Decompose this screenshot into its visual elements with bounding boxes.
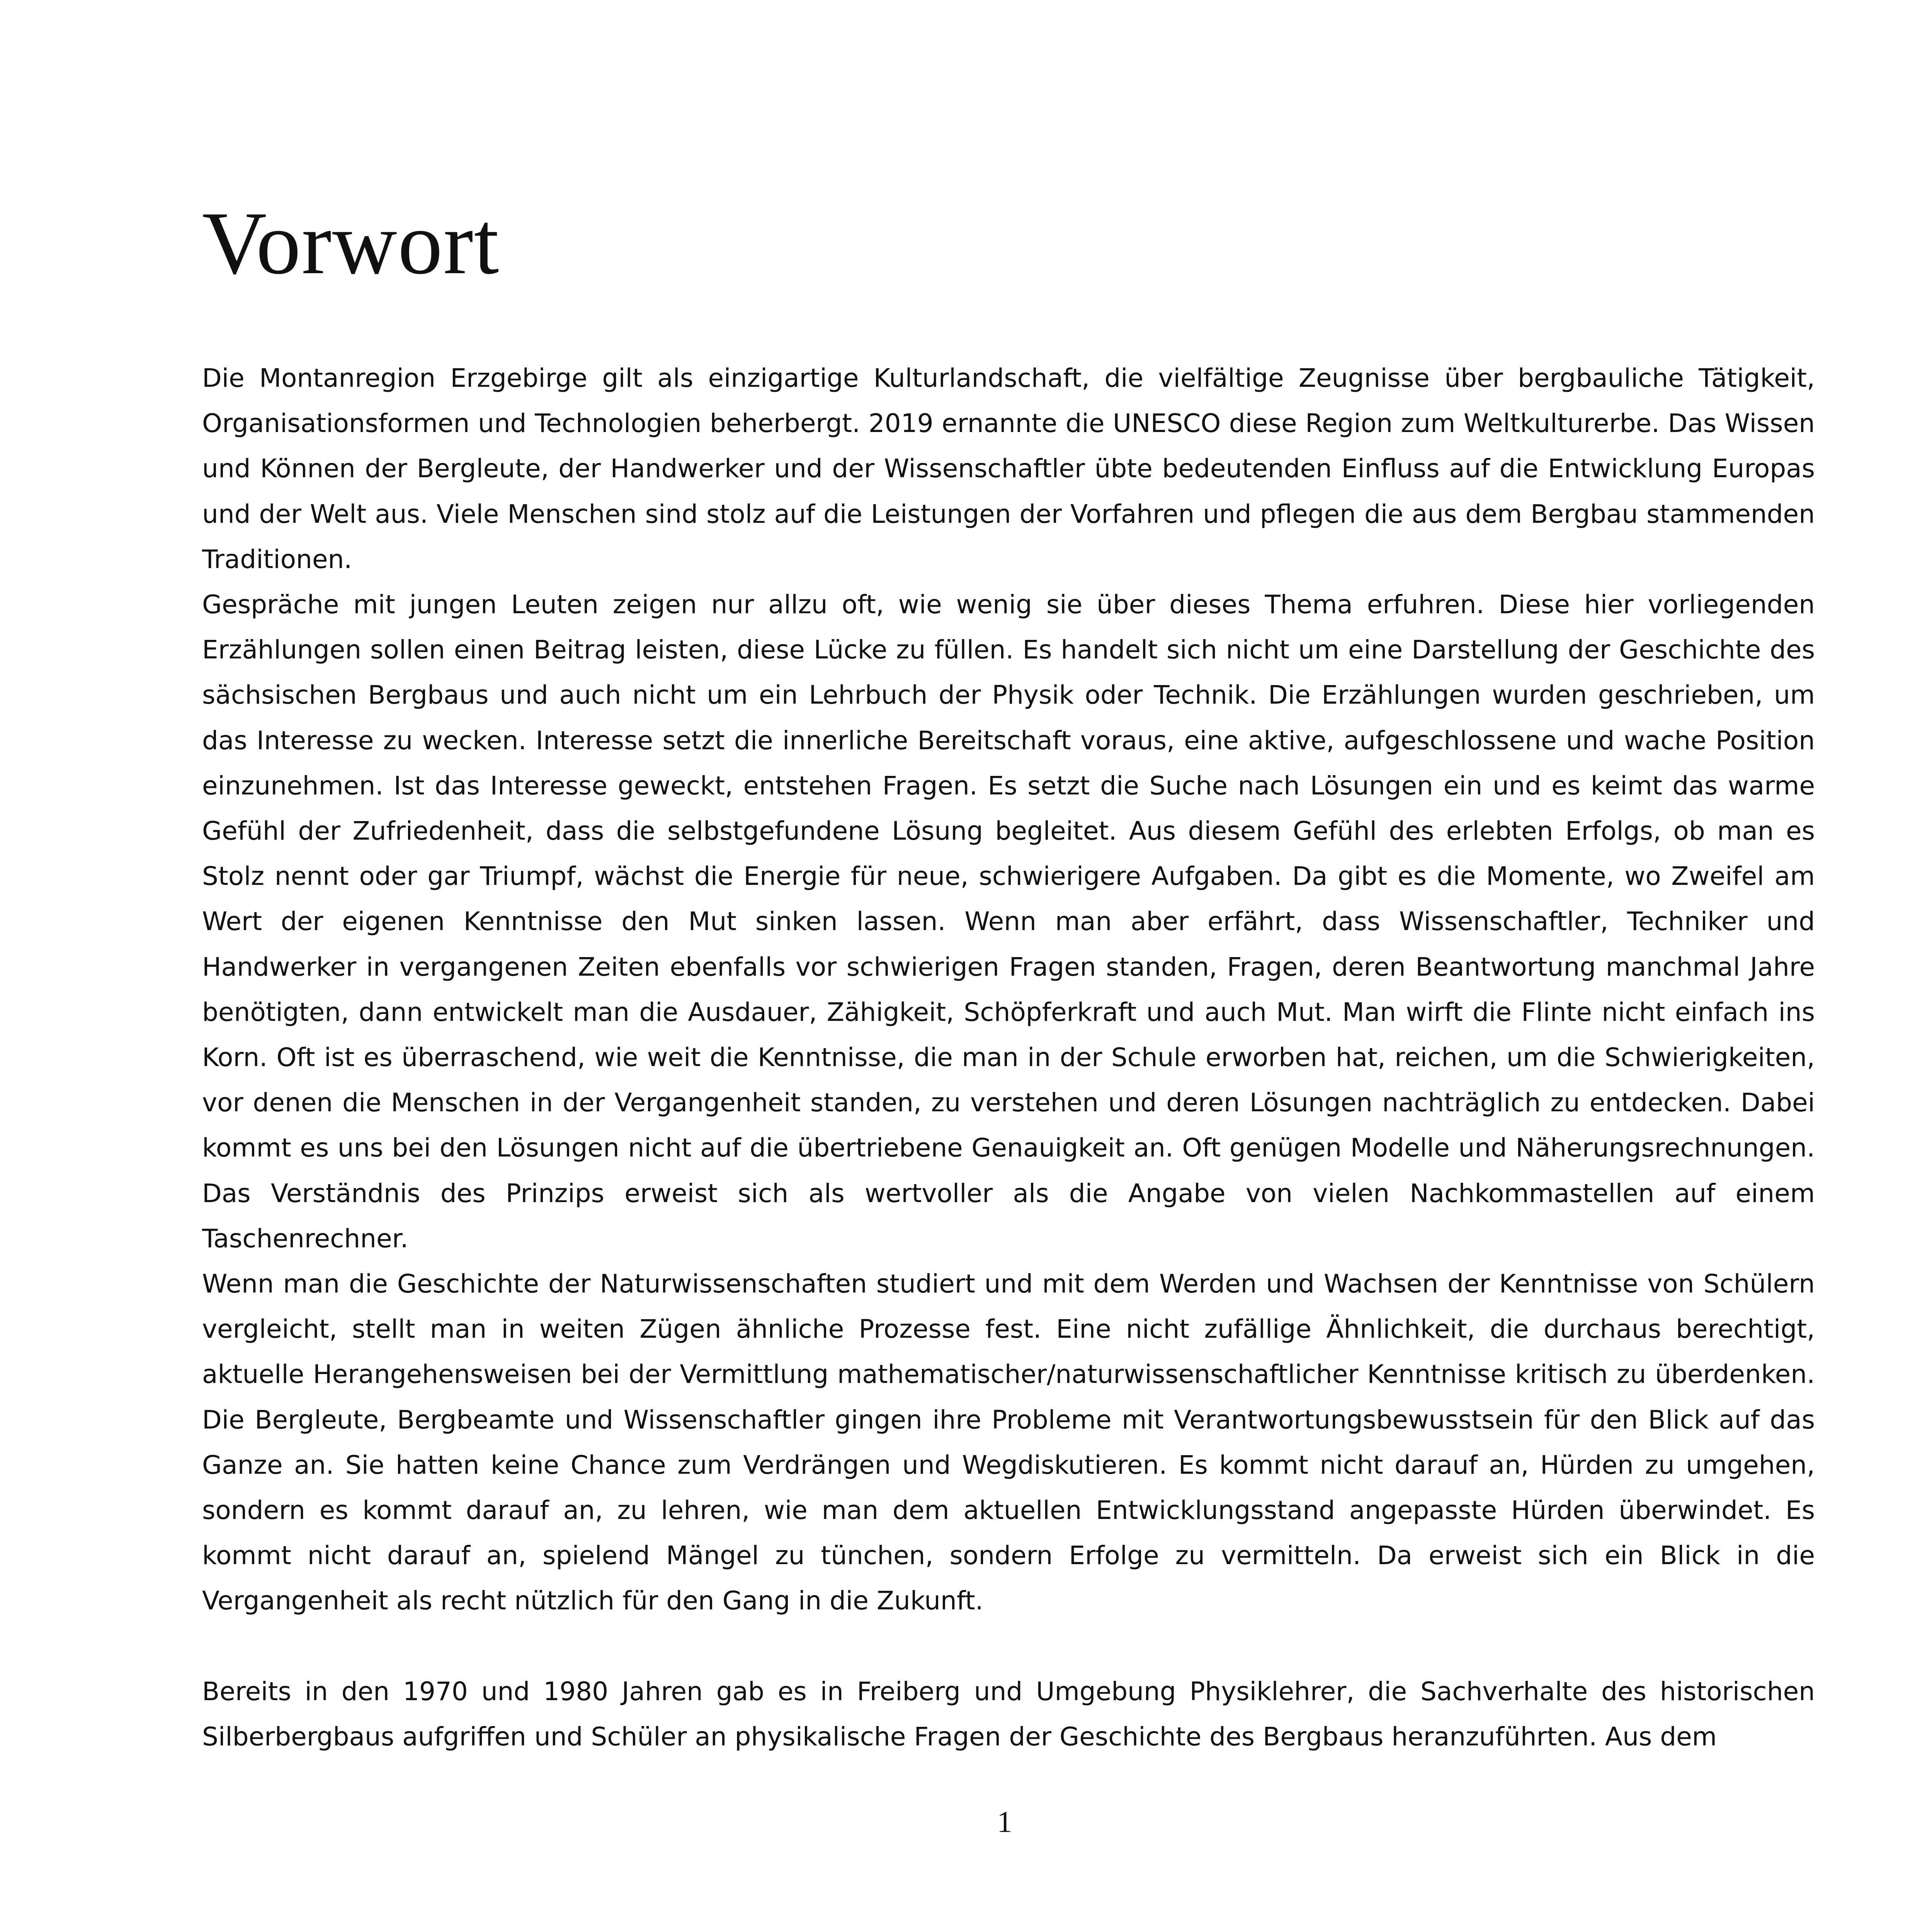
- paragraph: Wenn man die Geschichte der Naturwissenschaften studiert und mit dem Werden und Wachsen der Kenntnisse von Schülern vergleicht, stellt man in weiten Zügen ähnliche Prozesse fest. Eine nicht zufällige Ähnlichkeit, die durchaus berechtigt, aktuelle Herangehensweisen bei der Vermittlung mathematischer/naturwissenschaftlicher Kenntnisse kritisch zu überdenken. Die Bergleute, Bergbeamte und Wissenschaftler gingen ihre Probleme mit Verantwortungsbewusstsein für den Blick auf das Ganze an. Sie hatten keine Chance zum Verdrängen und Wegdiskutieren. Es kommt nicht darauf an, Hürden zu umgehen, sondern es kommt darauf an, zu lehren, wie man dem aktuellen Entwicklungsstand angepasste Hürden überwindet. Es kommt nicht darauf an, spielend Mängel zu tünchen, sondern Erfolge zu vermitteln. Da erweist sich ein Blick in die Vergangenheit als recht nützlich für den Gang in die Zukunft.: [202, 1269, 1815, 1616]
- paragraph: Bereits in den 1970 und 1980 Jahren gab es in Freiberg und Umgebung Physiklehrer, die Sachverhalte des historischen Silberbergbaus aufgriffen und Schüler an physikalische Fragen der Geschichte des Bergbaus heranzuführten. Aus dem: [202, 1676, 1815, 1752]
- body-text: [202, 355, 1815, 1759]
- paragraph: Die Montanregion Erzgebirge gilt als einzigartige Kulturlandschaft, die vielfältige Zeugnisse über bergbauliche Tätigkeit, Organisationsformen und Technologien beherbergt. 2019 ernannte die UNESCO diese Region zum Weltkulturerbe. Das Wissen und Können der Bergleute, der Handwerker und der Wissenschaftler übte bedeutenden Einfluss auf die Entwicklung Europas und der Welt aus. Viele Menschen sind stolz auf die Leistungen der Vorfahren und pflegen die aus dem Bergbau stammenden Traditionen.: [202, 363, 1815, 574]
- paragraph: Gespräche mit jungen Leuten zeigen nur allzu oft, wie wenig sie über dieses Thema erfuhren. Diese hier vorliegenden Erzählungen sollen einen Beitrag leisten, diese Lücke zu füllen. Es handelt sich nicht um eine Darstellung der Geschichte des sächsischen Bergbaus und auch nicht um ein Lehrbuch der Physik oder Technik. Die Erzählungen wurden geschrieben, um das Interesse zu wecken. Interesse setzt die innerliche Bereitschaft voraus, eine aktive, aufgeschlossene und wache Position einzunehmen. Ist das Interesse geweckt, entstehen Fragen. Es setzt die Suche nach Lösungen ein und es keimt das warme Gefühl der Zufriedenheit, dass die selbstgefundene Lösung begleitet. Aus diesem Gefühl des erlebten Erfolgs, ob man es Stolz nennt oder gar Triumpf, wächst die Energie für neue, schwierigere Aufgaben. Da gibt es die Momente, wo Zweifel am Wert der eigenen Kenntnisse den Mut sinken lassen. Wenn man aber erfährt, dass Wissenschaftler, Techniker und Handwerker in vergangenen Zeiten ebenfalls vor schwierigen Fragen standen, Fragen, deren Beantwortung manchmal Jahre benötigten, dann entwickelt man die Ausdauer, Zähigkeit, Schöpferkraft und auch Mut. Man wirft die Flinte nicht einfach ins Korn. Oft ist es überraschend, wie weit die Kenntnisse, die man in der Schule erworben hat, reichen, um die Schwierigkeiten, vor denen die Menschen in der Vergangenheit standen, zu verstehen und deren Lösungen nachträglich zu entdecken. Dabei kommt es uns bei den Lösungen nicht auf die übertriebene Genauigkeit an. Oft genügen Modelle und Näherungsrechnungen. Das Verständnis des Prinzips erweist sich als wertvoller als die Angabe von vielen Nachkommastellen auf einem Taschenrechner.: [202, 590, 1815, 1253]
- page-number: 1: [997, 1805, 1012, 1838]
- page-title: Vorwort: [202, 194, 500, 293]
